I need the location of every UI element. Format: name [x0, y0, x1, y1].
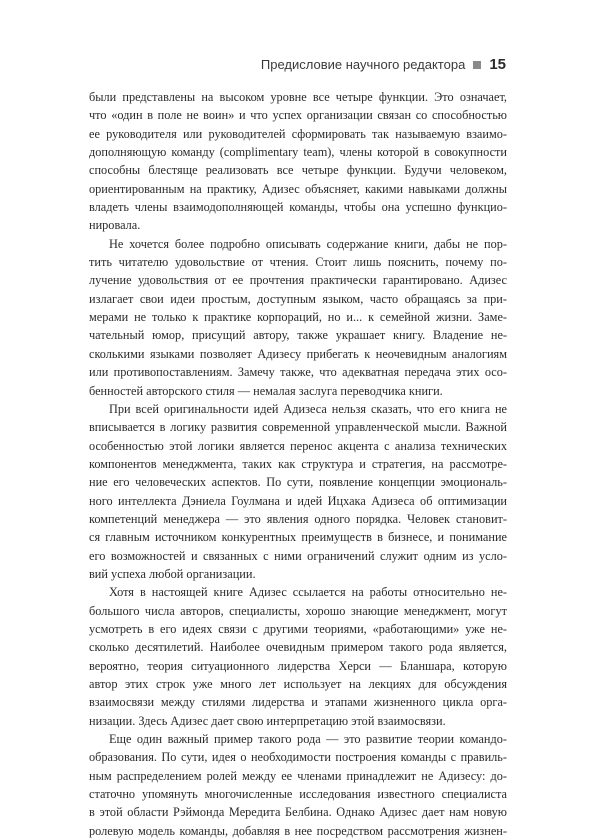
paragraph [89, 730, 507, 840]
text-line: Хотя в настоящей книге Адизес ссылается на работы относительно не- [109, 585, 507, 600]
paragraph [89, 235, 507, 400]
text-line: ного интеллекта Дэниела Гоулмана и идей Ицхака Адизеса об оптимизации [89, 493, 507, 508]
text-line: автор этих строк уже много лет использует на лекциях для обсуждения [89, 677, 507, 691]
text-line: При всей оригинальности идей Адизеса нельзя сказать, что его книга не [109, 401, 507, 416]
text-line: излагает свои идеи простым, доступным языком, часто обращаясь за при- [89, 291, 507, 306]
text-line: особенностью этой логики является перенос акцента с анализа технических [89, 438, 507, 453]
text-line: статочно упомянуть многочисленные исследования известного специалиста [89, 787, 507, 802]
paragraph [89, 583, 507, 730]
text-line: сколько десятилетий. Наиболее очевидным примером такого рода является, [89, 640, 507, 655]
text-line: компонентов менеджмента, таких как структура и стратегия, на рассмотре- [89, 456, 507, 471]
text-line: лучение удовольствия от ее прочтения практически гарантировано. Адизес [89, 273, 507, 288]
text-line: бенностей авторского стиля — немалая заслуга переводчика книги. [89, 383, 443, 398]
text-line: большого числа авторов, специалисты, хорошо знающие менеджмент, могут [89, 603, 507, 618]
text-line: были представлены на высоком уровне все четыре функции. Это означает, [89, 90, 507, 104]
text-line: взаимосвязи между стилями лидерства и этапами жизненного цикла орга- [89, 695, 507, 710]
text-line: Не хочется более подробно описывать содержание книги, дабы не пор- [109, 236, 507, 251]
text-line: компетенций менеджера — это явления одного порядка. Человек становит- [89, 511, 507, 526]
text-line: ным распределением ролей между ее членами принадлежит не Адизесу: до- [89, 768, 507, 783]
text-line: ние его человеческих аспектов. По сути, появление концепции эмоциональ- [89, 475, 507, 490]
text-line: низации. Здесь Адизес дает свою интерпретацию этой взаимосвязи. [89, 713, 446, 728]
text-line: Еще один важный пример такого рода — это развитие теории командо- [109, 732, 507, 747]
text-line: нировала. [89, 218, 141, 233]
text-line: вероятно, теория ситуационного лидерства Херси — Бланшара, которую [89, 658, 507, 673]
running-head [261, 56, 506, 73]
text-line: что «один в поле не воин» и что успех организации связан со способностью [89, 108, 507, 123]
text-line: чательный юмор, присущий автору, также украшает книгу. Владение не- [89, 328, 507, 343]
text-line: его возможностей и связанных с ними ограничений служит одним из усло- [89, 548, 507, 563]
text-line: тить читателю удовольствие от чтения. Стоит лишь пояснить, почему по- [89, 255, 507, 270]
paragraph [89, 88, 507, 235]
square-separator-icon [473, 61, 481, 69]
text-line: владеть члены взаимодополняющей команды, чтобы она успешно функцио- [89, 200, 507, 215]
text-line: ее руководителя или руководителей сформировать так называемую взаимо- [89, 126, 507, 141]
text-line: дополняющую команду (complimentary team), члены которой в совокупности [89, 145, 507, 160]
text-line: вий успеха любой организации. [89, 566, 256, 581]
text-line: или противопоставлениям. Замечу также, что адекватная передача этих осо- [89, 365, 507, 380]
text-line: ся главным источником конкурентных преимуществ в бизнесе, и понимание [89, 530, 507, 545]
body-text [89, 88, 507, 840]
text-line: образования. По сути, идея о необходимости построения команды с правиль- [89, 750, 507, 765]
page-number: 15 [489, 56, 506, 73]
text-line: в этой области Рэймонда Мередита Белбина. Однако Адизес дает нам новую [89, 805, 507, 820]
text-line: вписывается в логику развития современной управленческой мысли. Важной [89, 420, 507, 435]
section-title: Предисловие научного редактора [260, 57, 466, 72]
text-line: ориентированным на практику, Адизес объясняет, какими навыками должны [89, 181, 507, 196]
text-line: сколькими языками позволяет Адизесу прибегать к неочевидным аналогиям [89, 346, 507, 361]
text-line: мерами не только к практике корпораций, но и... к семейной жизни. Заме- [89, 310, 507, 325]
text-line: ролевую модель команды, добавляя в нее посредством рассмотрения жизнен- [89, 823, 507, 838]
text-line: усмотреть в его идеях связи с другими теориями, «работающими» уже не- [89, 621, 507, 636]
paragraph [89, 400, 507, 583]
text-line: способны блестяще реализовать все четыре функции. Будучи человеком, [89, 163, 507, 178]
